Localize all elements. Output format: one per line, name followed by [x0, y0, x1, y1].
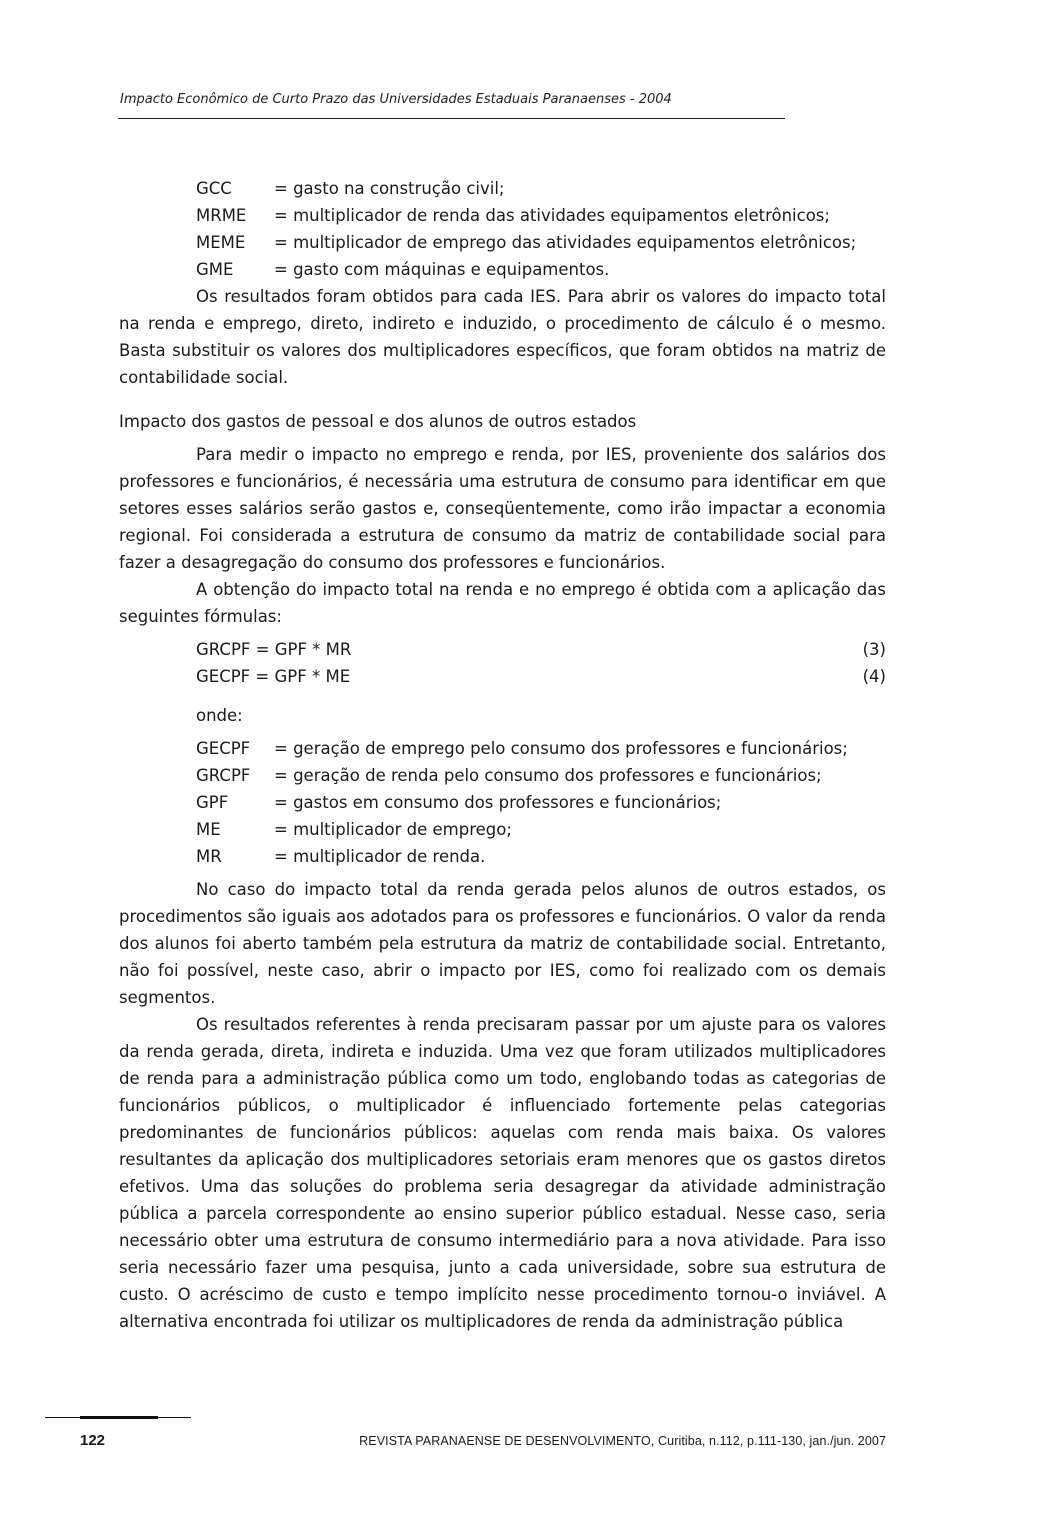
definition-symbol: MEME — [196, 233, 246, 252]
definition-row — [196, 202, 886, 229]
definition-text: = gasto com máquinas e equipamentos. — [274, 260, 610, 279]
definition-symbol: MRME — [196, 206, 247, 225]
definition-text: = multiplicador de emprego; — [274, 820, 512, 839]
header-rule — [118, 118, 785, 119]
paragraph: Os resultados foram obtidos para cada IES. Para abrir os valores do impacto total na renda e emprego, direto, indireto e induzido, o procedimento de cálculo é o mesmo. Basta substituir os valores dos multiplicadores específicos, que foram obtidos na matriz de contabilidade social. — [119, 287, 886, 387]
definition-row — [196, 816, 886, 843]
paragraph: Para medir o impacto no emprego e renda, por IES, proveniente dos salários dos professores e funcionários, é necessária uma estrutura de consumo para identificar em que setores esses salários serão gastos e, conseqüentemente, como irão impactar a economia regional. Foi considerada a estrutura de consumo da matriz de contabilidade social para fazer a desagregação do consumo dos professores e funcionários. — [119, 445, 886, 572]
definitions-top — [196, 175, 886, 283]
journal-reference: REVISTA PARANAENSE DE DESENVOLVIMENTO, Curitiba, n.112, p.111-130, jan./jun. 2007 — [359, 1434, 886, 1448]
paragraph: No caso do impacto total da renda gerada pelos alunos de outros estados, os procedimentos são iguais aos adotados para os professores e funcionários. O valor da renda dos alunos foi aberto também pela estrutura da matriz de contabilidade social. Entretanto, não foi possível, neste caso, abrir o impacto por IES, como foi realizado com os demais segmentos. — [119, 880, 886, 1007]
definition-symbol: GCC — [196, 179, 232, 198]
definition-text: = multiplicador de renda. — [274, 847, 486, 866]
definition-symbol: GECPF — [196, 739, 251, 758]
onde-label: onde: — [196, 706, 243, 725]
definition-symbol: MR — [196, 847, 222, 866]
paragraph: A obtenção do impacto total na renda e no emprego é obtida com a aplicação das seguintes fórmulas: — [119, 580, 886, 626]
footer-rule-accent — [80, 1416, 158, 1419]
definition-row — [196, 789, 886, 816]
formula-row — [196, 636, 886, 663]
section-heading: Impacto dos gastos de pessoal e dos alunos de outros estados — [119, 412, 637, 431]
definition-text: = multiplicador de renda das atividades equipamentos eletrônicos; — [274, 206, 830, 225]
formula-number: (3) — [862, 640, 886, 659]
definition-text: = gastos em consumo dos professores e funcionários; — [274, 793, 722, 812]
definition-symbol: GRCPF — [196, 766, 251, 785]
definition-row — [196, 175, 886, 202]
definition-text: = geração de emprego pelo consumo dos professores e funcionários; — [274, 739, 848, 758]
running-header-title: Impacto Econômico de Curto Prazo das Universidades Estaduais Paranaenses - 2004 — [120, 92, 672, 107]
formula-expression: GRCPF = GPF * MR — [196, 640, 352, 659]
definition-row — [196, 229, 886, 256]
definition-symbol: GME — [196, 260, 234, 279]
definition-row — [196, 843, 886, 870]
definition-row — [196, 256, 886, 283]
page-number: 122 — [80, 1432, 106, 1449]
definition-symbol: GPF — [196, 793, 229, 812]
formula-expression: GECPF = GPF * ME — [196, 667, 351, 686]
formula-number: (4) — [862, 667, 886, 686]
formula-block — [196, 636, 886, 690]
definition-row — [196, 735, 886, 762]
definition-text: = gasto na construção civil; — [274, 179, 505, 198]
formula-row — [196, 663, 886, 690]
definition-symbol: ME — [196, 820, 221, 839]
page-body — [119, 175, 886, 1335]
definitions-bottom — [196, 735, 886, 870]
definition-text: = geração de renda pelo consumo dos professores e funcionários; — [274, 766, 822, 785]
definition-text: = multiplicador de emprego das atividades equipamentos eletrônicos; — [274, 233, 857, 252]
paragraph: Os resultados referentes à renda precisaram passar por um ajuste para os valores da renda gerada, direta, indireta e induzida. Uma vez que foram utilizados multiplicadores de renda para a administração pública como um todo, englobando todas as categorias de funcionários públicos, o multiplicador é influenciado fortemente pelas categorias predominantes de funcionários públicos: aquelas com renda mais baixa. Os valores resultantes da aplicação dos multiplicadores setoriais eram menores que os gastos diretos efetivos. Uma das soluções do problema seria desagregar da atividade administração pública a parcela correspondente ao ensino superior público estadual. Nesse caso, seria necessário obter uma estrutura de consumo intermediário para a nova atividade. Para isso seria necessário fazer uma pesquisa, junto a cada universidade, sobre sua estrutura de custo. O acréscimo de custo e tempo implícito nesse procedimento tornou-o inviável. A alternativa encontrada foi utilizar os multiplicadores de renda da administração pública — [119, 1015, 886, 1331]
definition-row — [196, 762, 886, 789]
